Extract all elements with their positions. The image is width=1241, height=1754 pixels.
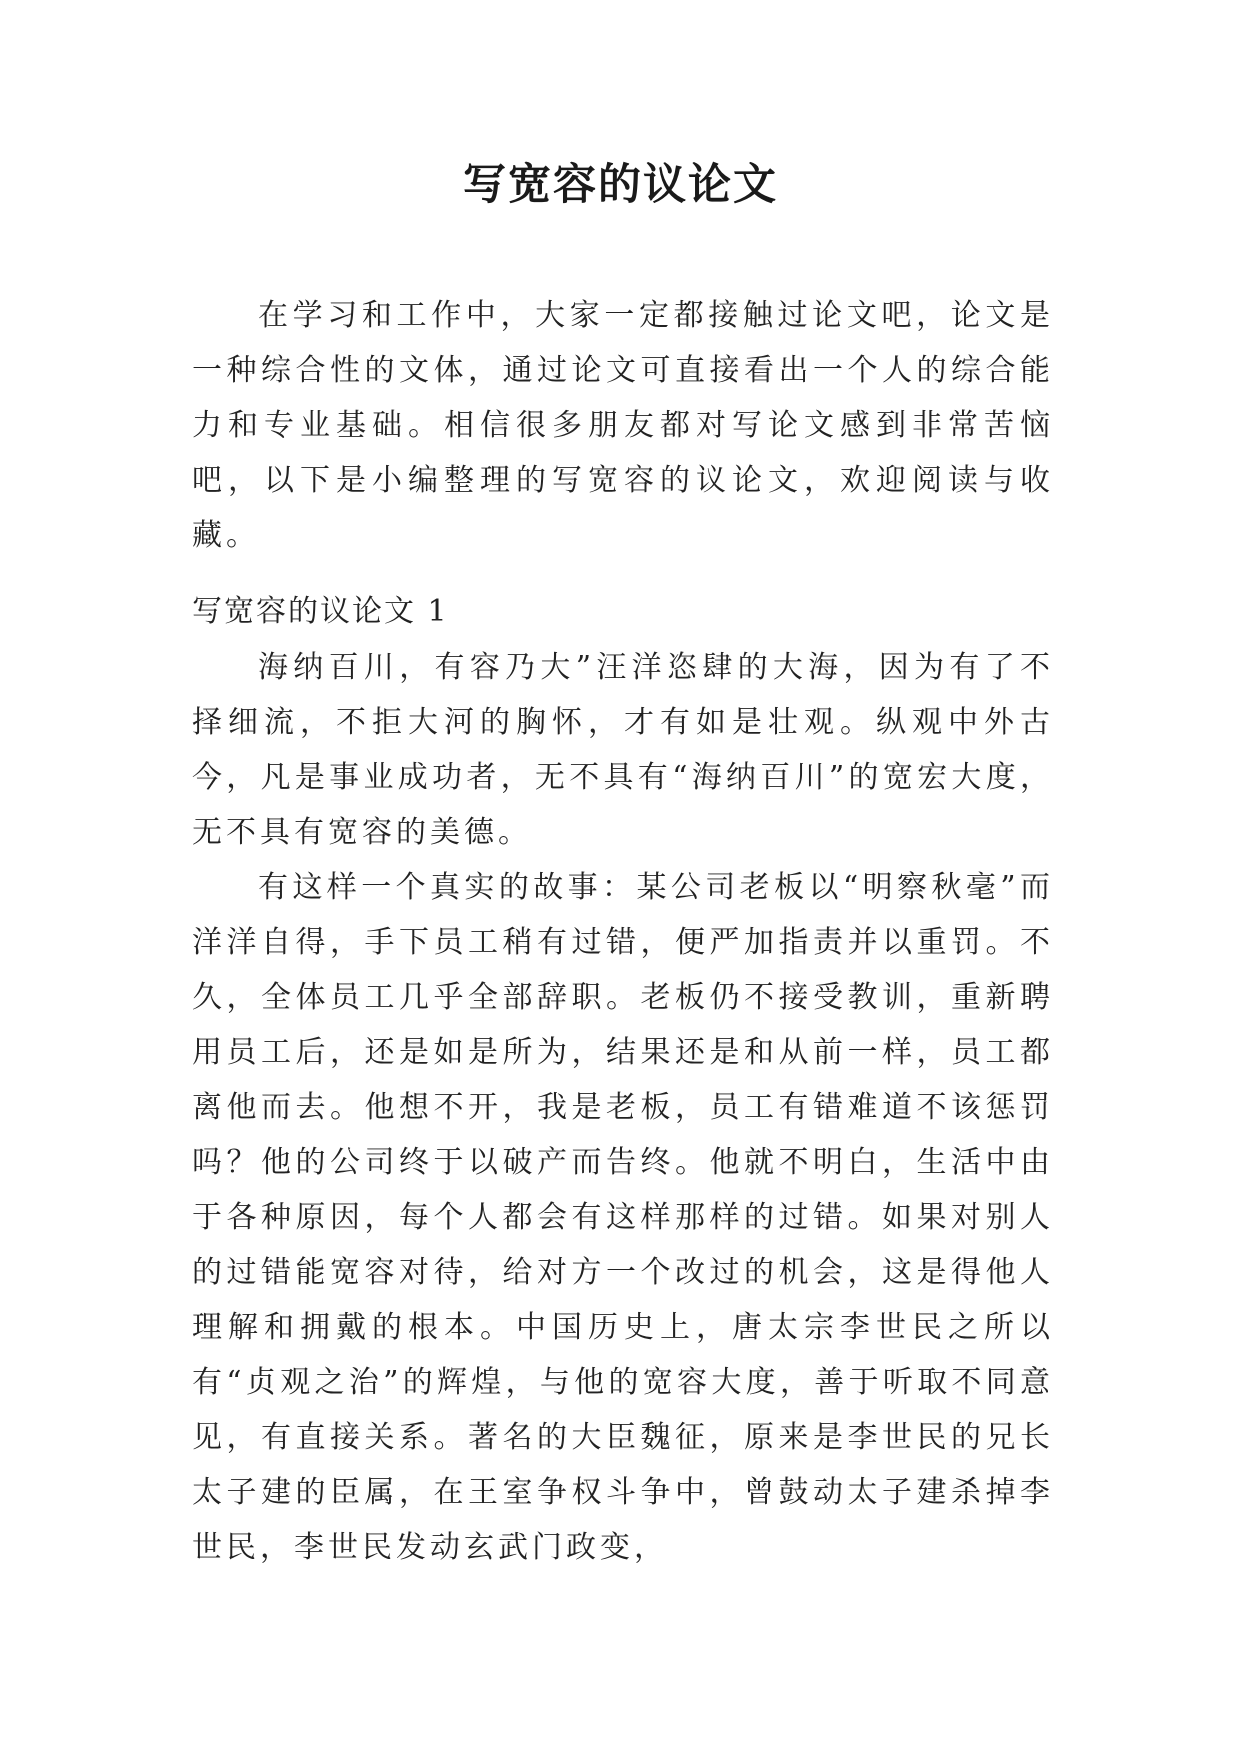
essay-paragraph-2: 有这样一个真实的故事：某公司老板以“明察秋毫”而洋洋自得，手下员工稍有过错，便严加指责并以重罚。不久，全体员工几乎全部辞职。老板仍不接受教训，重新聘用员工后，还是如是所为，结果还是和从前一样，员工都离他而去。他想不开，我是老板，员工有错难道不该惩罚吗？他的公司终于以破产而告终。他就不明白，生活中由于各种原因，每个人都会有这样那样的过错。如果对别人的过错能宽容对待，给对方一个改过的机会，这是得他人理解和拥戴的根本。中国历史上，唐太宗李世民之所以有“贞观之治”的辉煌，与他的宽容大度，善于听取不同意见，有直接关系。著名的大臣魏征，原来是李世民的兄长太子建的臣属，在王室争权斗争中，曾鼓动太子建杀掉李世民，李世民发动玄武门政变，: [192, 870, 1054, 1565]
essay-paragraph-1: 海纳百川，有容乃大”汪洋恣肆的大海，因为有了不择细流，不拒大河的胸怀，才有如是壮观。纵观中外古今，凡是事业成功者，无不具有“海纳百川”的宽宏大度，无不具有宽容的美德。: [192, 650, 1054, 850]
intro-paragraph: 在学习和工作中，大家一定都接触过论文吧，论文是一种综合性的文体，通过论文可直接看出一个人的综合能力和专业基础。相信很多朋友都对写论文感到非常苦恼吧，以下是小编整理的写宽容的议论文，欢迎阅读与收藏。: [192, 298, 1054, 553]
essay-body: [192, 640, 1054, 1575]
section-heading: 写宽容的议论文 1: [192, 594, 449, 629]
document-title: 写宽容的议论文: [463, 160, 778, 210]
intro-paragraph-block: [192, 288, 1054, 563]
